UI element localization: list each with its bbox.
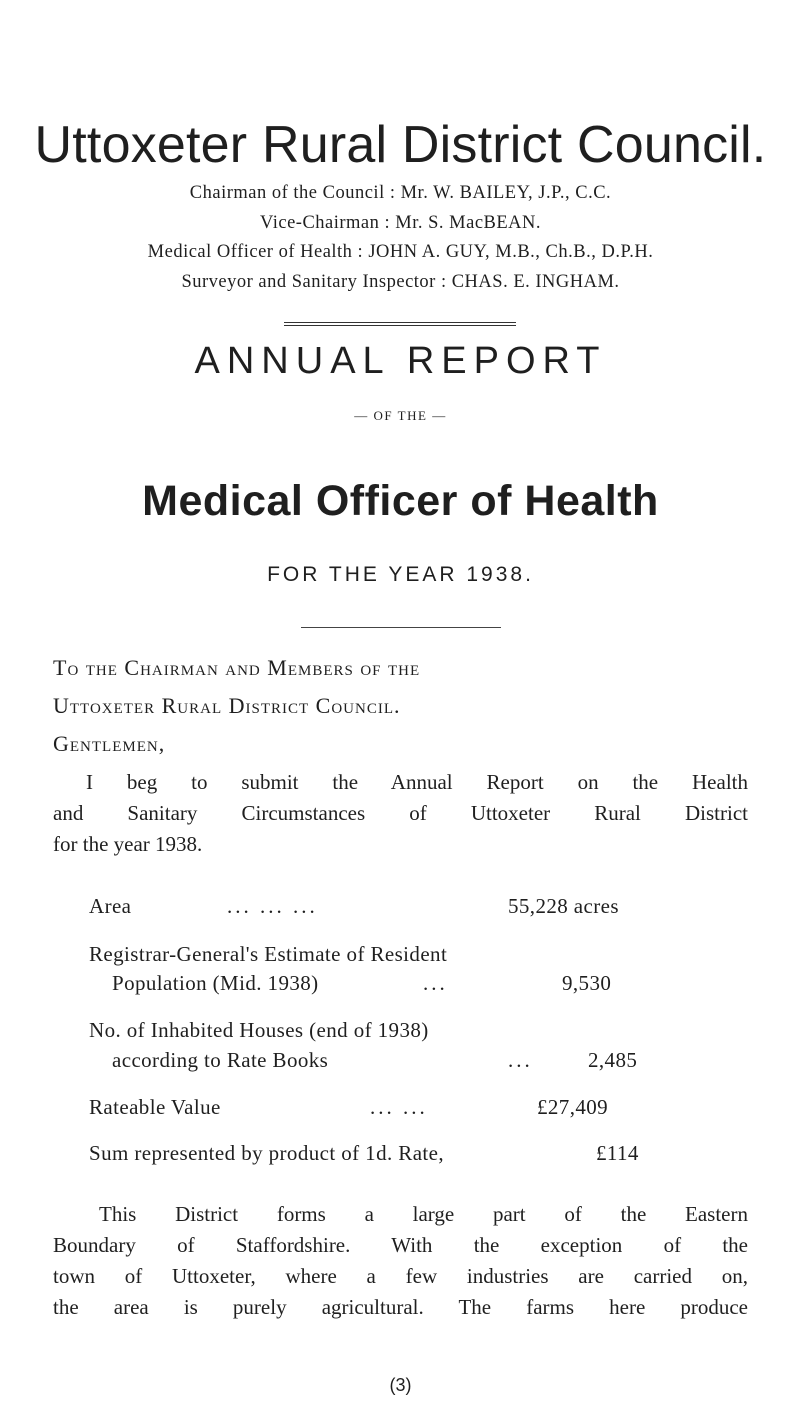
description-line-3: town of Uttoxeter, where a few industries are carried on, (53, 1264, 748, 1288)
sum-rate-label: Sum represented by product of 1d. Rate, (89, 1141, 445, 1165)
area-dots: ... ... ... (227, 894, 318, 918)
rateable-label: Rateable Value (89, 1095, 221, 1119)
vice-chairman-line: Vice-Chairman : Mr. S. MacBEAN. (259, 213, 542, 233)
intro-line-1: I beg to submit the Annual Report on the Health (86, 770, 748, 794)
houses-label-line-2 (89, 1048, 328, 1073)
houses-label-line-1: No. of Inhabited Houses (end of 1938) (89, 1018, 429, 1042)
intro-paragraph (53, 767, 748, 860)
address-line-2: Uttoxeter Rural District Council. (53, 693, 401, 718)
medical-officer-heading: Medical Officer of Health (142, 477, 659, 525)
rateable-value: £27,409 (537, 1095, 609, 1119)
annual-report-heading: ANNUAL REPORT (194, 340, 607, 382)
chairman-line: Chairman of the Council : Mr. W. BAILEY, J.P., C.C. (189, 183, 612, 203)
description-line-1: This District forms a large part of the Eastern (99, 1202, 748, 1226)
population-dots: ... (423, 971, 448, 995)
houses-label-text: according to Rate Books (112, 1048, 329, 1072)
medical-officer-line: Medical Officer of Health : JOHN A. GUY, M.B., Ch.B., D.P.H. (147, 242, 654, 262)
houses-value: 2,485 (588, 1048, 638, 1072)
double-rule-divider (284, 322, 516, 326)
description-line-4: the area is purely agricultural. The farms here produce (53, 1295, 748, 1319)
description-paragraph (53, 1199, 748, 1323)
council-title: Uttoxeter Rural District Council. (34, 116, 767, 174)
salutation: Gentlemen, (53, 731, 166, 756)
intro-line-3: for the year 1938. (53, 832, 203, 856)
area-value: 55,228 acres (508, 894, 619, 918)
single-rule-divider (301, 627, 501, 628)
houses-dots: ... (508, 1048, 533, 1072)
population-label-line-2 (89, 971, 319, 996)
area-label: Area (89, 894, 132, 918)
rateable-dots: ... ... (370, 1095, 428, 1119)
intro-line-2: and Sanitary Circumstances of Uttoxeter Rural District (53, 801, 748, 825)
address-line-1: To the Chairman and Members of the (53, 655, 421, 680)
population-label-line-1: Registrar-General's Estimate of Resident (89, 942, 448, 966)
surveyor-line: Surveyor and Sanitary Inspector : CHAS. E. INGHAM. (181, 272, 620, 292)
population-value: 9,530 (562, 971, 612, 995)
population-label-text: Population (Mid. 1938) (112, 971, 319, 995)
of-the-subheading: — OF THE — (354, 408, 447, 423)
description-line-2: Boundary of Staffordshire. With the exception of the (53, 1233, 748, 1257)
sum-rate-value: £114 (596, 1141, 639, 1165)
report-year-heading: FOR THE YEAR 1938. (267, 563, 534, 586)
page-number: (3) (389, 1375, 412, 1395)
